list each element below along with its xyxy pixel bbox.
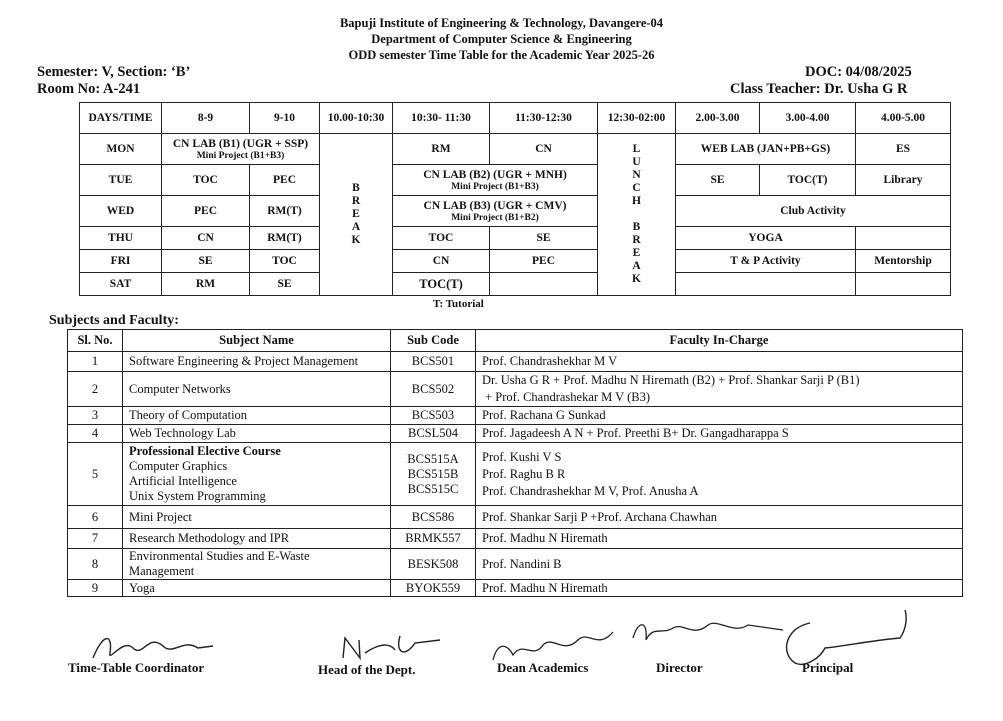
lunch-u: U (632, 156, 641, 168)
col-days: DAYS/TIME (80, 103, 162, 134)
subject-name: Research Methodology and IPR (123, 529, 391, 549)
break-b: B (352, 182, 360, 194)
cell: SE (162, 250, 250, 273)
table-row (68, 352, 963, 372)
signature-block (0, 600, 1003, 710)
document-title: ODD semester Time Table for the Academic Year 2025-26 (348, 48, 655, 62)
faculty: Prof. Madhu N Hiremath (476, 580, 963, 597)
faculty: Prof. Chandrashekhar M V (476, 352, 963, 372)
dean-label: Dean Academics (497, 660, 589, 675)
cell: TOC (250, 250, 320, 273)
elective-code: BCS515A (407, 451, 459, 466)
faculty: Prof. Rachana G Sunkad (476, 407, 963, 425)
sub-code: BRMK557 (391, 529, 476, 549)
cell (490, 273, 598, 296)
faculty (476, 443, 963, 506)
lunch-k: K (632, 273, 641, 285)
sub-code: BESK508 (391, 549, 476, 580)
subjects-title: Subjects and Faculty: (49, 313, 179, 328)
timetable (79, 102, 951, 296)
lab-cell (393, 165, 598, 196)
cell: PEC (250, 165, 320, 196)
faculty: Prof. Nandini B (476, 549, 963, 580)
cell: RM(T) (250, 227, 320, 250)
col-faculty: Faculty In-Charge (476, 330, 963, 352)
cell: RM (393, 134, 490, 165)
cell: PEC (162, 196, 250, 227)
subject-name (123, 443, 391, 506)
subjects-table (67, 329, 963, 597)
table-row (68, 549, 963, 580)
lunch-r: R (632, 234, 641, 246)
row-wed (80, 196, 951, 227)
cell: RM(T) (250, 196, 320, 227)
subject-name: Mini Project (123, 506, 391, 529)
day-label: SAT (80, 273, 162, 296)
col-sub-code: Sub Code (391, 330, 476, 352)
faculty-line: Prof. Chandrashekhar M V, Prof. Anusha A (482, 483, 699, 498)
break-e: E (352, 208, 360, 220)
short-break-cell (320, 134, 393, 296)
table-row (68, 506, 963, 529)
subject-name: Software Engineering & Project Management (123, 352, 391, 372)
col-10-1030: 10.00-10:30 (320, 103, 393, 134)
lunch-b: B (632, 221, 641, 233)
faculty: Prof. Shankar Sarji P +Prof. Archana Chawhan (476, 506, 963, 529)
break-r: R (351, 195, 361, 207)
cell: Mentorship (856, 250, 951, 273)
cell: CN (393, 250, 490, 273)
elective-code: BCS515C (407, 481, 459, 496)
sub-code (391, 443, 476, 506)
cell: TOC (162, 165, 250, 196)
sl-no: 1 (68, 352, 123, 372)
hod-label: Head of the Dept. (318, 662, 416, 677)
subject-name: Web Technology Lab (123, 425, 391, 443)
elective-code: BCS515B (407, 466, 459, 481)
cell: ES (856, 134, 951, 165)
row-fri (80, 250, 951, 273)
break-a: A (351, 221, 361, 233)
lab-cell (162, 134, 320, 165)
col-2-3: 2.00-3.00 (676, 103, 760, 134)
day-label: WED (80, 196, 162, 227)
lab-title: CN LAB (B2) (UGR + MNH) (423, 168, 567, 181)
table-row (68, 407, 963, 425)
cell: TOC(T) (760, 165, 856, 196)
sl-no: 6 (68, 506, 123, 529)
faculty-line: Dr. Usha G R + Prof. Madhu N Hiremath (B2) + Prof. Shankar Sarji P (B1) (482, 373, 860, 387)
director-label: Director (656, 660, 703, 675)
cell: RM (162, 273, 250, 296)
institute-name: Bapuji Institute of Engineering & Technology, Davangere-04 (339, 16, 664, 30)
cell: WEB LAB (JAN+PB+GS) (676, 134, 856, 165)
col-3-4: 3.00-4.00 (760, 103, 856, 134)
row-thu (80, 227, 951, 250)
faculty: Prof. Jagadeesh A N + Prof. Preethi B+ Dr. Gangadharappa S (476, 425, 963, 443)
table-row (68, 425, 963, 443)
col-8-9: 8-9 (162, 103, 250, 134)
sub-code: BCS503 (391, 407, 476, 425)
cell: TOC(T) (393, 273, 490, 296)
col-1030-1130: 10:30- 11:30 (393, 103, 490, 134)
table-row (68, 580, 963, 597)
col-9-10: 9-10 (250, 103, 320, 134)
subject-name: Theory of Computation (123, 407, 391, 425)
sl-no: 5 (68, 443, 123, 506)
lunch-n: N (632, 169, 641, 181)
tutorial-note: T: Tutorial (433, 298, 484, 310)
lab-subtitle: Mini Project (B1+B2) (451, 212, 539, 223)
sub-code: BCS501 (391, 352, 476, 372)
cell: SE (250, 273, 320, 296)
lab-title: CN LAB (B1) (UGR + SSP) (172, 137, 309, 150)
sub-code: BYOK559 (391, 580, 476, 597)
sl-no: 9 (68, 580, 123, 597)
col-1130-1230: 11:30-12:30 (490, 103, 598, 134)
cell: Club Activity (676, 196, 951, 227)
col-subject-name: Subject Name (123, 330, 391, 352)
elective-heading: Professional Elective Course (129, 444, 281, 458)
subjects-header-row (68, 330, 963, 352)
cell: CN (490, 134, 598, 165)
coordinator-label: Time-Table Coordinator (68, 660, 205, 675)
elective-option: Computer Graphics (129, 459, 228, 473)
doc-date: DOC: 04/08/2025 (805, 64, 912, 80)
cell: Library (856, 165, 951, 196)
principal-label: Principal (802, 660, 854, 675)
subject-name: Yoga (123, 580, 391, 597)
cell: CN (162, 227, 250, 250)
lunch-break-cell (598, 134, 676, 296)
day-label: MON (80, 134, 162, 165)
row-mon (80, 134, 951, 165)
lab-subtitle: Mini Project (B1+B3) (451, 181, 539, 192)
faculty (476, 372, 963, 407)
faculty-line: + Prof. Chandrashekar M V (B3) (482, 390, 651, 404)
cell: YOGA (676, 227, 856, 250)
table-row (68, 372, 963, 407)
cell: T & P Activity (676, 250, 856, 273)
day-label: FRI (80, 250, 162, 273)
lunch-a: A (632, 260, 641, 272)
sl-no: 7 (68, 529, 123, 549)
lab-cell (393, 196, 598, 227)
lab-subtitle: Mini Project (B1+B3) (196, 150, 285, 161)
elective-option: Artificial Intelligence (129, 474, 237, 488)
day-label: THU (80, 227, 162, 250)
sl-no: 8 (68, 549, 123, 580)
cell: SE (490, 227, 598, 250)
semester-section: Semester: V, Section: ‘B’ (37, 64, 191, 80)
day-label: TUE (80, 165, 162, 196)
sl-no: 4 (68, 425, 123, 443)
lunch-c: C (632, 182, 641, 194)
table-row (68, 443, 963, 506)
elective-option: Unix System Programming (129, 489, 266, 503)
col-1230-200: 12:30-02:00 (598, 103, 676, 134)
col-sl-no: Sl. No. (68, 330, 123, 352)
subject-name-line: Environmental Studies and E-Waste (129, 549, 310, 563)
lunch-e: E (632, 247, 641, 259)
faculty-line: Prof. Kushi V S (482, 449, 562, 464)
subject-name (123, 549, 391, 580)
sl-no: 2 (68, 372, 123, 407)
sl-no: 3 (68, 407, 123, 425)
sub-code: BCS586 (391, 506, 476, 529)
class-teacher: Class Teacher: Dr. Usha G R (730, 81, 908, 97)
cell (676, 273, 856, 296)
row-sat (80, 273, 951, 296)
timetable-header-row (80, 103, 951, 134)
sub-code: BCS502 (391, 372, 476, 407)
sub-code: BCSL504 (391, 425, 476, 443)
room-number: Room No: A-241 (37, 81, 141, 97)
department-name: Department of Computer Science & Engineering (371, 32, 632, 46)
cell: TOC (393, 227, 490, 250)
lunch-l: L (632, 143, 641, 155)
cell (856, 227, 951, 250)
lunch-h: H (632, 195, 641, 207)
faculty-line: Prof. Raghu B R (482, 466, 566, 481)
table-row (68, 529, 963, 549)
subject-name: Computer Networks (123, 372, 391, 407)
cell (856, 273, 951, 296)
cell: SE (676, 165, 760, 196)
col-4-5: 4.00-5.00 (856, 103, 951, 134)
faculty: Prof. Madhu N Hiremath (476, 529, 963, 549)
lab-title: CN LAB (B3) (UGR + CMV) (423, 199, 567, 212)
break-k: K (351, 234, 361, 246)
subject-name-line: Management (129, 564, 195, 578)
cell: PEC (490, 250, 598, 273)
row-tue (80, 165, 951, 196)
